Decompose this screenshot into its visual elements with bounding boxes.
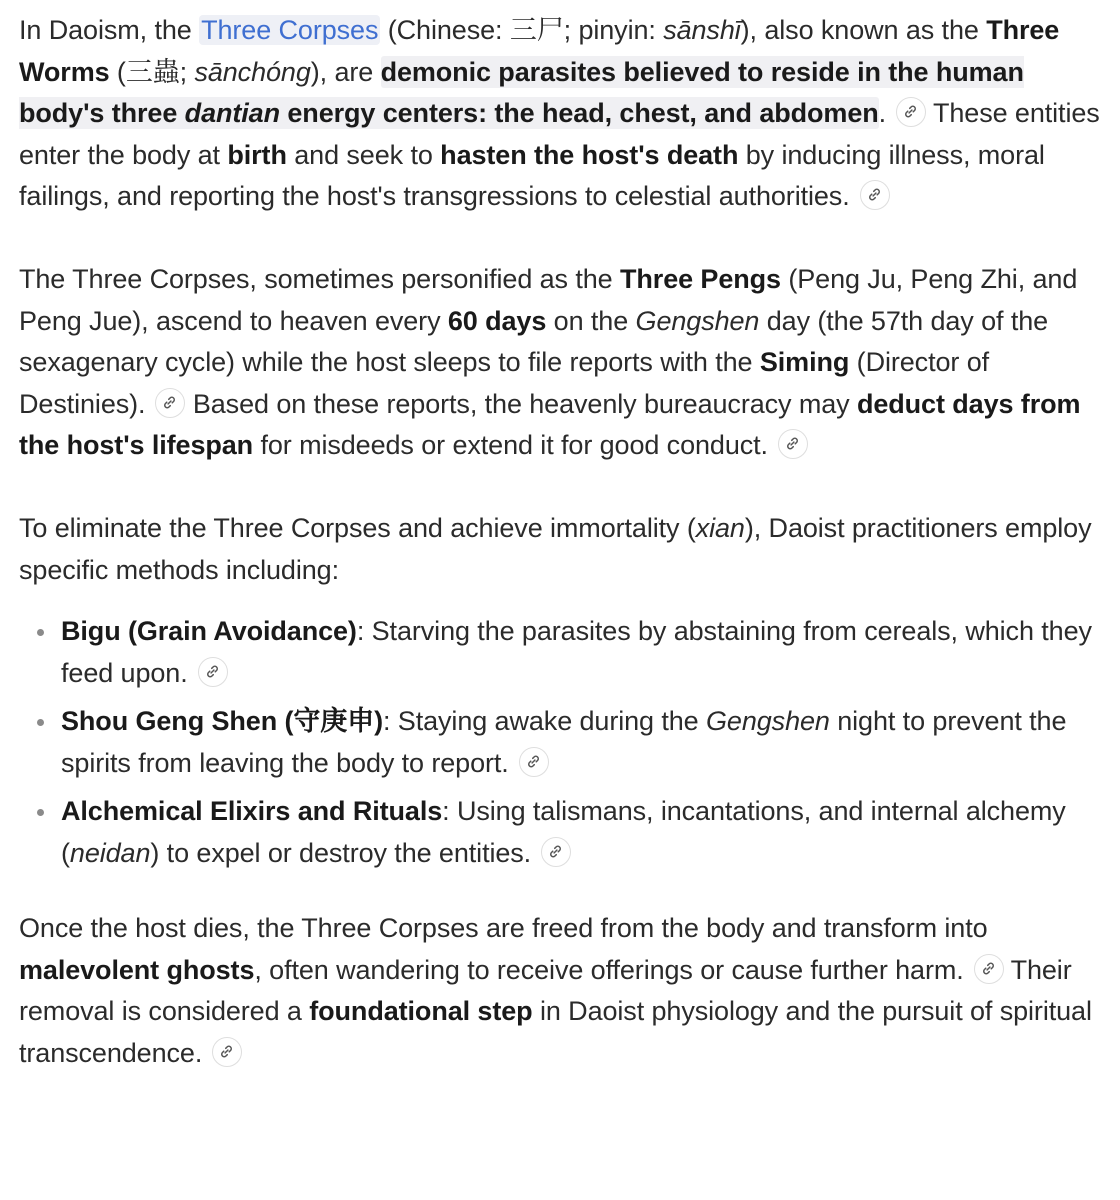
text: These entities enter the body at	[19, 98, 1100, 170]
bold-term: malevolent ghosts	[19, 954, 255, 985]
method-term: Shou Geng Shen (守庚申)	[61, 706, 383, 736]
italic-term: dantian	[184, 98, 280, 128]
method-description: night to prevent the spirits from leaving the body to report.	[61, 706, 1067, 778]
paragraph-intro	[19, 10, 1102, 218]
text: ; pinyin:	[563, 15, 664, 45]
citation-link-icon[interactable]	[155, 388, 185, 418]
italic-term: Gengshen	[635, 305, 760, 336]
text: (Peng Ju, Peng Zhi, and Peng Jue), ascend to heaven every	[19, 264, 1078, 336]
bold-term: birth	[227, 139, 287, 170]
bold-term: foundational step	[309, 996, 533, 1026]
text: To eliminate the Three Corpses and achieve immortality (	[19, 513, 696, 543]
text: and seek to	[286, 139, 441, 170]
paragraph-ghosts	[19, 908, 1102, 1074]
italic-term: neidan	[69, 837, 151, 868]
citation-link-icon[interactable]	[860, 180, 890, 210]
text: The Three Corpses, sometimes personified as the	[19, 264, 620, 294]
bold-term: Siming	[759, 347, 850, 377]
text: ;	[179, 56, 195, 87]
method-description: : Starving the parasites by abstaining from cereals, which they feed upon.	[61, 616, 1092, 688]
text: .	[878, 98, 887, 128]
methods-list	[19, 611, 1102, 874]
method-term: Alchemical Elixirs and Rituals	[61, 796, 443, 826]
citation-link-icon[interactable]	[778, 429, 808, 459]
method-description: : Staying awake during the	[383, 706, 707, 736]
italic-term: xian	[695, 513, 745, 543]
text: , often wandering to receive offerings or cause further harm.	[254, 954, 964, 985]
text: ), Daoist practitioners employ specific methods including:	[19, 513, 1092, 585]
bold-term: deduct days from the host's lifespan	[19, 388, 1081, 460]
text: ), are	[310, 56, 381, 87]
method-description: ) to expel or destroy the entities.	[150, 837, 532, 868]
text: ), also known as the	[740, 15, 987, 45]
italic-term: Gengshen	[706, 706, 830, 736]
list-item	[61, 701, 1102, 784]
bold-term: Three Worms	[19, 15, 1060, 87]
paragraph-methods-intro	[19, 508, 1102, 591]
citation-link-icon[interactable]	[198, 657, 228, 687]
citation-link-icon[interactable]	[896, 97, 926, 127]
bold-term: 60 days	[447, 305, 547, 336]
chinese-term: 三尸	[509, 15, 564, 45]
citation-link-icon[interactable]	[541, 837, 571, 867]
text: by inducing illness, moral failings, and reporting the host's transgressions to celestial authorities.	[19, 139, 1045, 211]
text: demonic parasites believed to reside in the human body's three	[19, 56, 1024, 128]
citation-link-icon[interactable]	[519, 747, 549, 777]
pinyin-term: sānshī	[663, 15, 741, 45]
text: Their removal is considered a	[19, 954, 1072, 1026]
pinyin-term: sānchóng	[194, 56, 311, 87]
bold-term: hasten the host's death	[440, 139, 739, 170]
text: day (the 57th day of the sexagenary cycle) while the host sleeps to file reports with the	[19, 305, 1049, 377]
text: on the	[546, 305, 636, 336]
list-item	[61, 611, 1102, 694]
chinese-term: 三蟲	[125, 56, 180, 87]
paragraph-three-pengs	[19, 259, 1102, 467]
bold-term: Three Pengs	[620, 264, 781, 294]
text: Once the host dies, the Three Corpses are freed from the body and transform into	[19, 913, 988, 943]
text: (Chinese:	[380, 15, 510, 45]
text: for misdeeds or extend it for good conduct.	[253, 430, 768, 460]
method-term: Bigu (Grain Avoidance)	[61, 616, 357, 646]
list-item	[61, 791, 1102, 874]
text: (	[109, 56, 126, 87]
text: energy centers: the head, chest, and abdomen	[279, 98, 879, 128]
citation-link-icon[interactable]	[212, 1037, 242, 1067]
text: (Director of Destinies).	[19, 347, 990, 419]
text: In Daoism, the	[19, 15, 200, 45]
method-description: : Using talismans, incantations, and internal alchemy (	[61, 796, 1066, 868]
three-corpses-link[interactable]: Three Corpses	[201, 15, 379, 45]
citation-link-icon[interactable]	[974, 954, 1004, 984]
text: in Daoist physiology and the pursuit of spiritual transcendence.	[19, 996, 1092, 1068]
text: Based on these reports, the heavenly bureaucracy may	[185, 388, 857, 419]
